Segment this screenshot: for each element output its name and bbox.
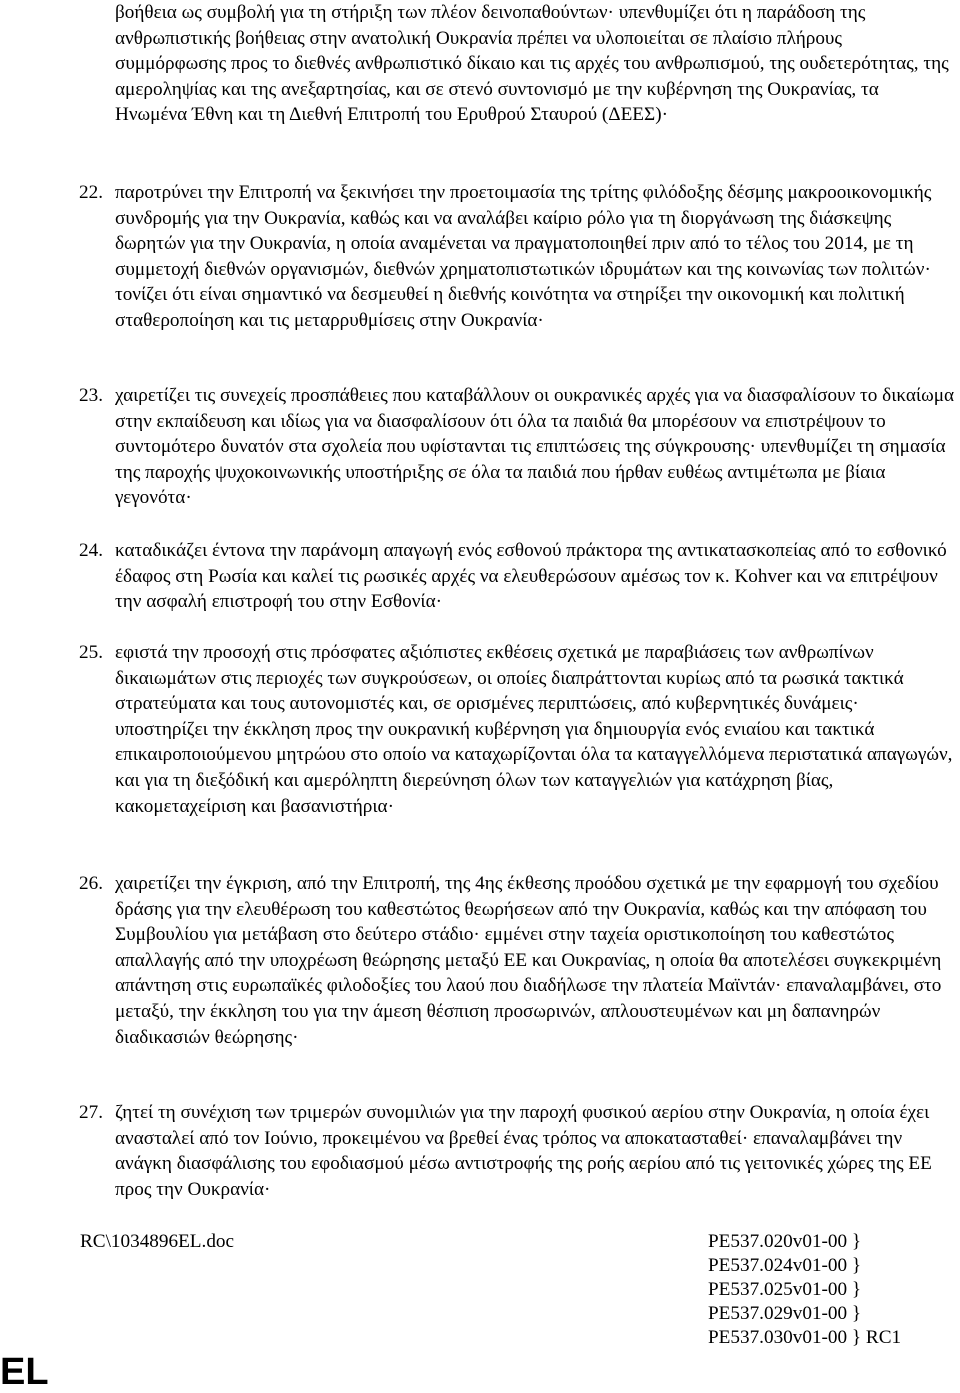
pe-reference: PE537.029v01-00 } <box>708 1303 862 1324</box>
paragraph-text: ζητεί τη συνέχιση των τριμερών συνομιλιών για την παροχή φυσικού αερίου στην Ουκρανία, η οποία έχει ανασταλεί από τον Ιούνιο, προκειμένου να βρεθεί ένας τρόπος να αποκατασταθεί· επαναλαμβάνει την ανάγκη διασφάλισης του εφοδιασμού μέσω αντιστροφής της ροής αερίου από τις γειτονικές χώρες της ΕΕ προς την Ουκρανία· <box>115 1102 932 1200</box>
paragraph-number: 26. <box>79 873 103 894</box>
pe-reference: PE537.025v01-00 } <box>708 1279 862 1300</box>
paragraph-text: χαιρετίζει την έγκριση, από την Επιτροπή, της 4ης έκθεσης προόδου σχετικά με την εφαρμογή του σχεδίου δράσης για την ελευθέρωση του καθεστώτος θεωρήσεων από την Ουκρανία, καθώς και την απόφαση του Συμβουλίου για μετάβαση στο δεύτερο στάδιο· εμμένει στην ταχεία οριστικοποίηση του καθεστώτος απαλλαγής από την υποχρέωση θεώρησης μεταξύ ΕΕ και Ουκρανίας, η οποία θα αποτελέσει συγκεκριμένη απάντηση στις ευρωπαϊκές φιλοδοξίες του λαού που διαδήλωσε την πλατεία Μαϊντάν· επαναλαμβάνει, στο μεταξύ, την έκκληση του για την άμεση θέσπιση προσωρινών, απλουστευμένων και μη δαπανηρών διαδικασιών θεώρησης· <box>115 873 942 1048</box>
paragraph-text: παροτρύνει την Επιτροπή να ξεκινήσει την προετοιμασία της τρίτης φιλόδοξης δέσμης μακροοικονομικής συνδρομής για την Ουκρανία, καθώς και να αναλάβει καίριο ρόλο για τη διοργάνωση της διάσκεψης δωρητών για την Ουκρανία, η οποία αναμένεται να πραγματοποιηθεί πριν από το τέλος του 2014, με τη συμμετοχή διεθνών οργανισμών, διεθνών χρηματοπιστωτικών ιδρυμάτων και της κοινωνίας των πολιτών· τονίζει ότι είναι σημαντικό να δεσμευθεί η διεθνής κοινότητα να στηρίξει την οικονομική και πολιτική σταθεροποίηση και τις μεταρρυθμίσεις στην Ουκρανία· <box>115 182 932 331</box>
paragraph-text: εφιστά την προσοχή στις πρόσφατες αξιόπιστες εκθέσεις σχετικά με παραβιάσεις των ανθρωπίνων δικαιωμάτων στις περιοχές των συγκρούσεων, οι οποίες διαπράττονται κυρίως από τα ρωσικά τακτικά στρατεύματα και τους αυτονομιστές και, σε ορισμένες περιπτώσεις, από κυβερνητικές δυνάμεις· υποστηρίζει την έκκληση προς την ουκρανική κυβέρνηση για δημιουργία ενός ενιαίου και τακτικά επικαιροποιούμενου μητρώου στο οποίο να καταχωρίζονται όλα τα καταγγελλόμενα περιστατικά απαγωγών, και για τη διεξόδική και αμερόληπτη διερεύνηση όλων των καταγγελιών για κατάχρηση βίας, κακομεταχείριση και βασανιστήρια· <box>115 642 953 817</box>
footer-pe-references <box>708 1230 901 1350</box>
paragraph-23 <box>79 383 955 511</box>
paragraph-number: 23. <box>79 385 103 406</box>
paragraph-number: 22. <box>79 182 103 203</box>
paragraph-number: 27. <box>79 1102 103 1123</box>
paragraph-22 <box>79 180 955 334</box>
language-label: EL <box>0 1351 49 1393</box>
paragraph-26 <box>79 871 955 1050</box>
footer-doc-reference: RC\1034896EL.doc <box>80 1231 235 1252</box>
pe-reference: PE537.030v01-00 } RC1 <box>708 1327 902 1348</box>
paragraph-25 <box>79 640 955 819</box>
paragraph-24 <box>79 538 955 615</box>
paragraph-number: 25. <box>79 642 103 663</box>
paragraph-text: βοήθεια ως συμβολή για τη στήριξη των πλέον δεινοπαθούντων· υπενθυμίζει ότι η παράδοση της ανθρωπιστικής βοήθειας στην ανατολική Ουκρανία πρέπει να υλοποιείται σε πλαίσιο πλήρους συμμόρφωσης προς το διεθνές ανθρωπιστικό δίκαιο και τις αρχές του ανθρωπισμού, της ουδετερότητας, της αμεροληψίας και της ανεξαρτησίας, και σε στενό συντονισμό με την κυβέρνηση της Ουκρανίας, τα Ηνωμένα Έθνη και τη Διεθνή Επιτροπή του Ερυθρού Σταυρού (ΔΕΕΣ)· <box>115 2 949 126</box>
pe-reference: PE537.020v01-00 } <box>708 1231 862 1252</box>
paragraph-27 <box>79 1100 955 1202</box>
paragraph-text: καταδικάζει έντονα την παράνομη απαγωγή ενός εσθονού πράκτορα της αντικατασκοπείας από το εσθονικό έδαφος στη Ρωσία και καλεί τις ρωσικές αρχές να ελευθερώσουν αμέσως τον κ. Kohver και να επιτρέψουν την ασφαλή επιστροφή του στην Εσθονία· <box>115 540 947 613</box>
paragraph-number: 24. <box>79 540 103 561</box>
intro-paragraph <box>115 0 955 128</box>
paragraph-text: χαιρετίζει τις συνεχείς προσπάθειες που καταβάλλουν οι ουκρανικές αρχές για να διασφαλίσουν το δικαίωμα στην εκπαίδευση και ιδίως για να διασφαλίσουν ότι όλα τα παιδιά θα μπορέσουν να επιστρέψουν το συντομότερο δυνατόν στα σχολεία που υφίστανται τις επιπτώσεις της σύγκρουσης· υπενθυμίζει τη σημασία της παροχής ψυχοκοινωνικής υποστήριξης σε όλα τα παιδιά που ήρθαν ευθέως αντιμέτωπα με βίαια γεγονότα· <box>115 385 955 509</box>
pe-reference: PE537.024v01-00 } <box>708 1255 862 1276</box>
